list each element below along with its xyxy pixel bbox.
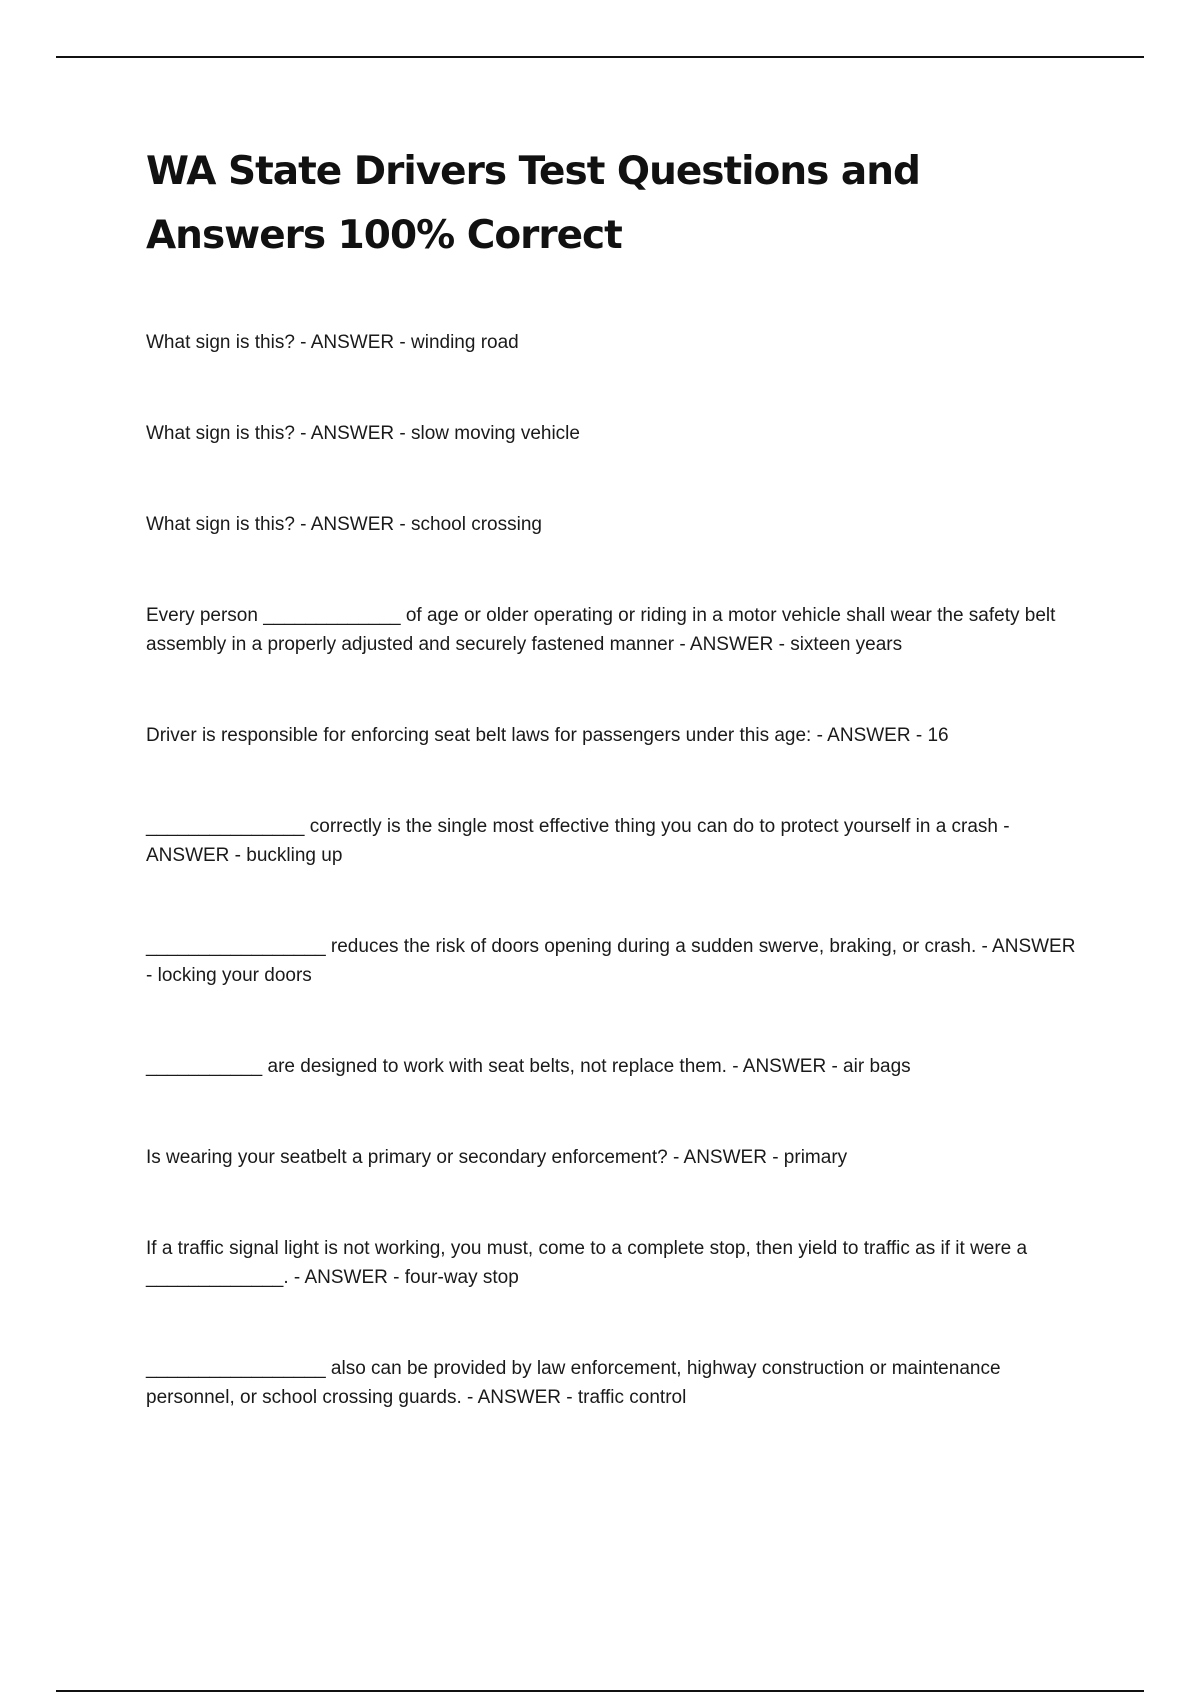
page-title: WA State Drivers Test Questions and Answers 100% Correct [146,149,920,258]
qa-item: Driver is responsible for enforcing seat belt laws for passengers under this age: - ANSWER - 16 [146,725,949,746]
page-content [146,140,1086,1474]
qa-item: _________________ reduces the risk of doors opening during a sudden swerve, braking, or crash. - ANSWER - locking your doors [146,936,1076,986]
qa-item: Every person _____________ of age or older operating or riding in a motor vehicle shall wear the safety belt assembly in a properly adjusted and securely fastened manner - ANSWER - sixteen years [146,605,1056,655]
bottom-divider [56,1690,1144,1692]
qa-item: _______________ correctly is the single most effective thing you can do to protect yourself in a crash - ANSWER - buckling up [146,816,1010,866]
qa-item: Is wearing your seatbelt a primary or secondary enforcement? - ANSWER - primary [146,1147,848,1168]
qa-item: What sign is this? - ANSWER - winding road [146,332,519,353]
top-divider [56,56,1144,58]
qa-item: If a traffic signal light is not working, you must, come to a complete stop, then yield to traffic as if it were a _____________. - ANSWER - four-way stop [146,1238,1028,1288]
qa-list [146,328,1086,1412]
qa-item: ___________ are designed to work with seat belts, not replace them. - ANSWER - air bags [146,1056,911,1077]
qa-item: What sign is this? - ANSWER - slow moving vehicle [146,423,580,444]
qa-item: What sign is this? - ANSWER - school crossing [146,514,542,535]
qa-item: _________________ also can be provided by law enforcement, highway construction or maintenance personnel, or school crossing guards. - ANSWER - traffic control [146,1358,1001,1408]
